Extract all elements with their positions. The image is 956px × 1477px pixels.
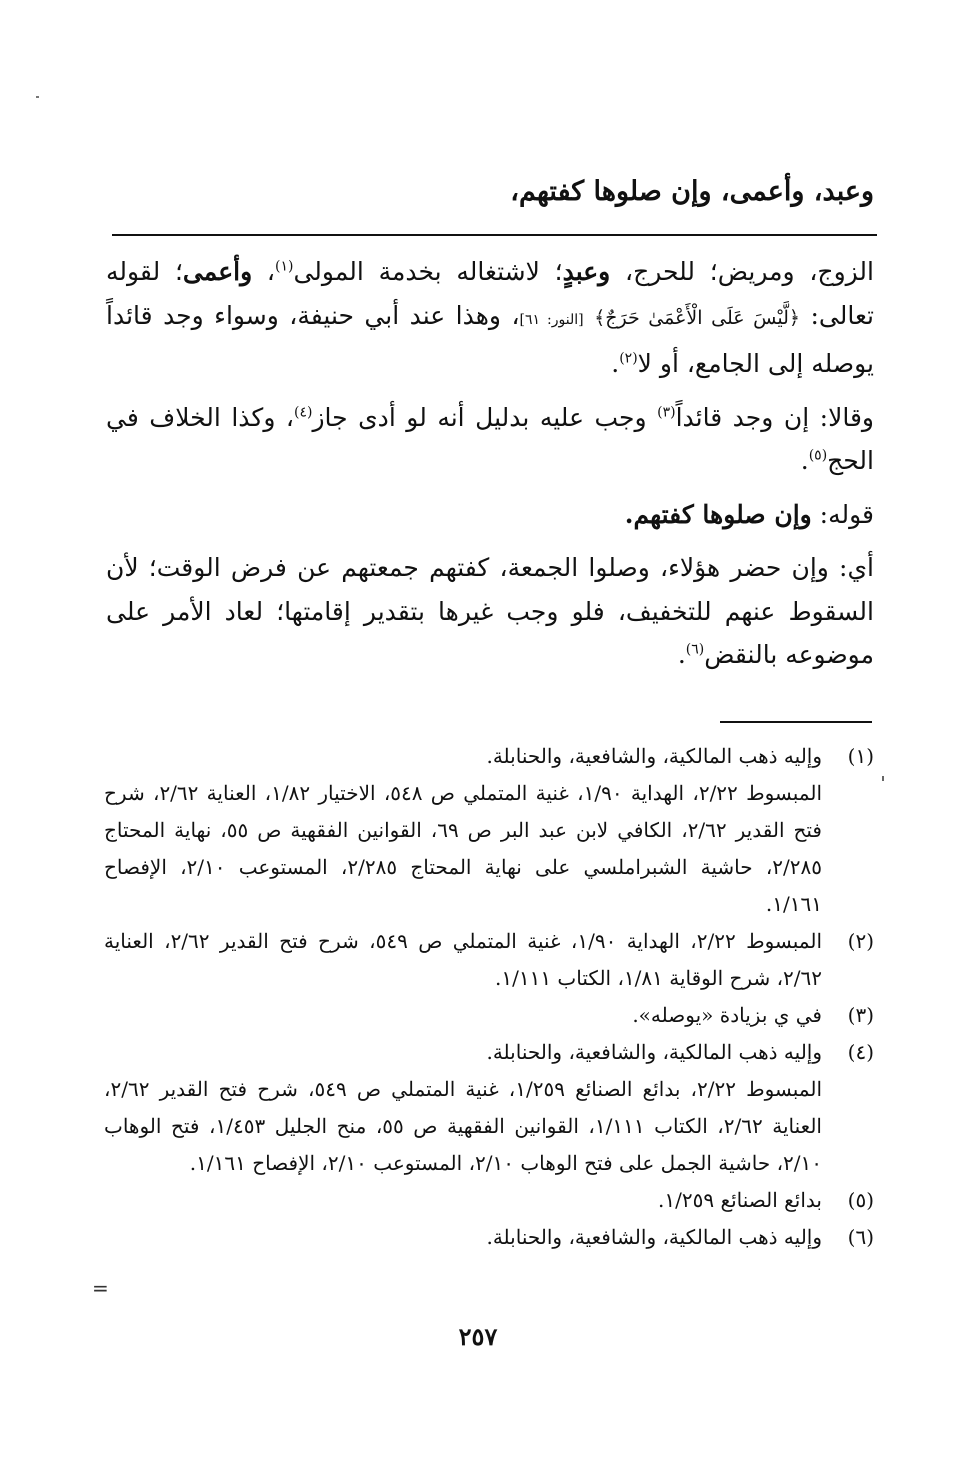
footnote-divider [720, 721, 872, 723]
footnote-text: بدائع الصنائع ١/٢٥٩. [658, 1188, 822, 1212]
footnote-number: (٤) [847, 1040, 874, 1064]
text-run: ؛ لقوله تعالى: [106, 257, 874, 330]
bold-term: وأعمى [182, 257, 253, 286]
text-run: . [611, 349, 620, 378]
header-divider [112, 234, 877, 236]
running-header: وعبد، وأعمى، وإن صلوها كفتهم، [510, 176, 874, 207]
text-run: الزوج، ومريض؛ للحرج، [610, 257, 874, 286]
footnote-2 [104, 923, 874, 997]
footnote-sources: المبسوط ٢/٢٢، الهداية ١/٩٠، غنية المتملي ص ٥٤٨، الاختيار ١/٨٢، العناية ٢/٦٢، شرح فتح القدير ٢/٦٢، الكافي لابن عبد البر ص ٦٩، القوانين الفقهية ص ٥٥، نهاية المحتاج ٢/٢٨٥، حاشية الشبراملسي على نهاية المحتاج ٢/٢٨٥، المستوعب ٢/١٠، الإفصاح ١/١٦١. [104, 781, 823, 916]
text-run: . [677, 640, 686, 669]
text-run: ، وكذا الخلاف في الحج [106, 402, 874, 475]
footnote-number: (٥) [847, 1188, 874, 1212]
paragraph-2 [106, 396, 874, 483]
text-run: أي: وإن حضر هؤلاء، وصلوا الجمعة، كفتهم جمعتهم عن فرض الوقت؛ لأن السقوط عنهم للتخفيف، فلو وجب غيرها بتقدير إقامتها؛ لعاد الأمر على موضوعه بالنقض [106, 553, 874, 669]
scan-speck [882, 776, 884, 781]
footnote-ref[interactable]: (٥) [808, 447, 828, 464]
footnote-ref[interactable]: (١) [275, 258, 294, 275]
quran-verse: ﴿لَّيْسَ عَلَى الْأَعْمَىٰ حَرَجٌ﴾ [594, 306, 801, 329]
bold-term: وعبدٍ [562, 257, 611, 286]
footnote-text: المبسوط ٢/٢٢، الهداية ١/٩٠، غنية المتملي ص ٥٤٩، شرح فتح القدير ٢/٦٢، العناية ٢/٦٢، شرح الوقاية ١/٨١، الكتاب ١/١١١. [104, 929, 823, 990]
footnote-ref[interactable]: (٦) [685, 641, 705, 658]
footnote-ref[interactable]: (٤) [293, 404, 313, 421]
text-run: وقالا: إن وجد قائداً [675, 402, 874, 432]
footnotes [104, 738, 874, 1256]
paragraph-1 [106, 250, 874, 386]
footnote-5 [104, 1182, 874, 1219]
margin-mark: = [92, 1276, 109, 1300]
footnote-number: (٣) [847, 1003, 874, 1027]
footnote-number: (١) [847, 744, 874, 768]
scan-speck [36, 96, 39, 98]
text-run: قوله: [811, 499, 874, 529]
text-run: ، وهذا عند أبي حنيفة، وسواء وجد قائداً يوصله إلى الجامع، أو لا [106, 300, 874, 378]
footnote-6 [104, 1219, 874, 1256]
paragraph-3 [106, 493, 874, 537]
footnote-text: وإليه ذهب المالكية، والشافعية، والحنابلة. [486, 1040, 822, 1064]
text-run: . [800, 446, 809, 475]
footnote-3 [104, 997, 874, 1034]
footnote-number: (٢) [847, 929, 874, 953]
footnote-text: في ي بزيادة «يوصله». [632, 1003, 822, 1027]
footnote-text: وإليه ذهب المالكية، والشافعية، والحنابلة. [486, 744, 822, 768]
main-text [106, 250, 874, 687]
footnote-sources: المبسوط ٢/٢٢، بدائع الصنائع ١/٢٥٩، غنية المتملي ص ٥٤٩، شرح فتح القدير ٢/٦٢، العناية ٢/٦٢، الكتاب ١/١١١، القوانين الفقهية ص ٥٥، منح الجليل ١/٤٥٣، فتح الوهاب ٢/١٠، حاشية الجمل على فتح الوهاب ٢/١٠، المستوعب ٢/١٠، الإفصاح ١/١٦١. [104, 1077, 823, 1175]
paragraph-4 [106, 546, 874, 677]
bold-term: وإن صلوها كفتهم. [624, 499, 812, 529]
footnote-text: وإليه ذهب المالكية، والشافعية، والحنابلة. [486, 1225, 822, 1249]
page-number: ٢٥٧ [458, 1322, 498, 1351]
text-run: وجب عليه بدليل أنه لو أدى جاز [312, 402, 658, 432]
footnote-number: (٦) [847, 1225, 874, 1249]
footnote-4 [104, 1034, 874, 1182]
verse-reference: [النور: ٦١] [519, 311, 584, 328]
footnote-ref[interactable]: (٢) [619, 350, 638, 367]
footnote-ref[interactable]: (٣) [657, 404, 676, 421]
text-run: ، [252, 257, 275, 286]
text-run: ؛ لاشتغاله بخدمة المولى [293, 257, 563, 286]
footnote-1 [104, 738, 874, 923]
